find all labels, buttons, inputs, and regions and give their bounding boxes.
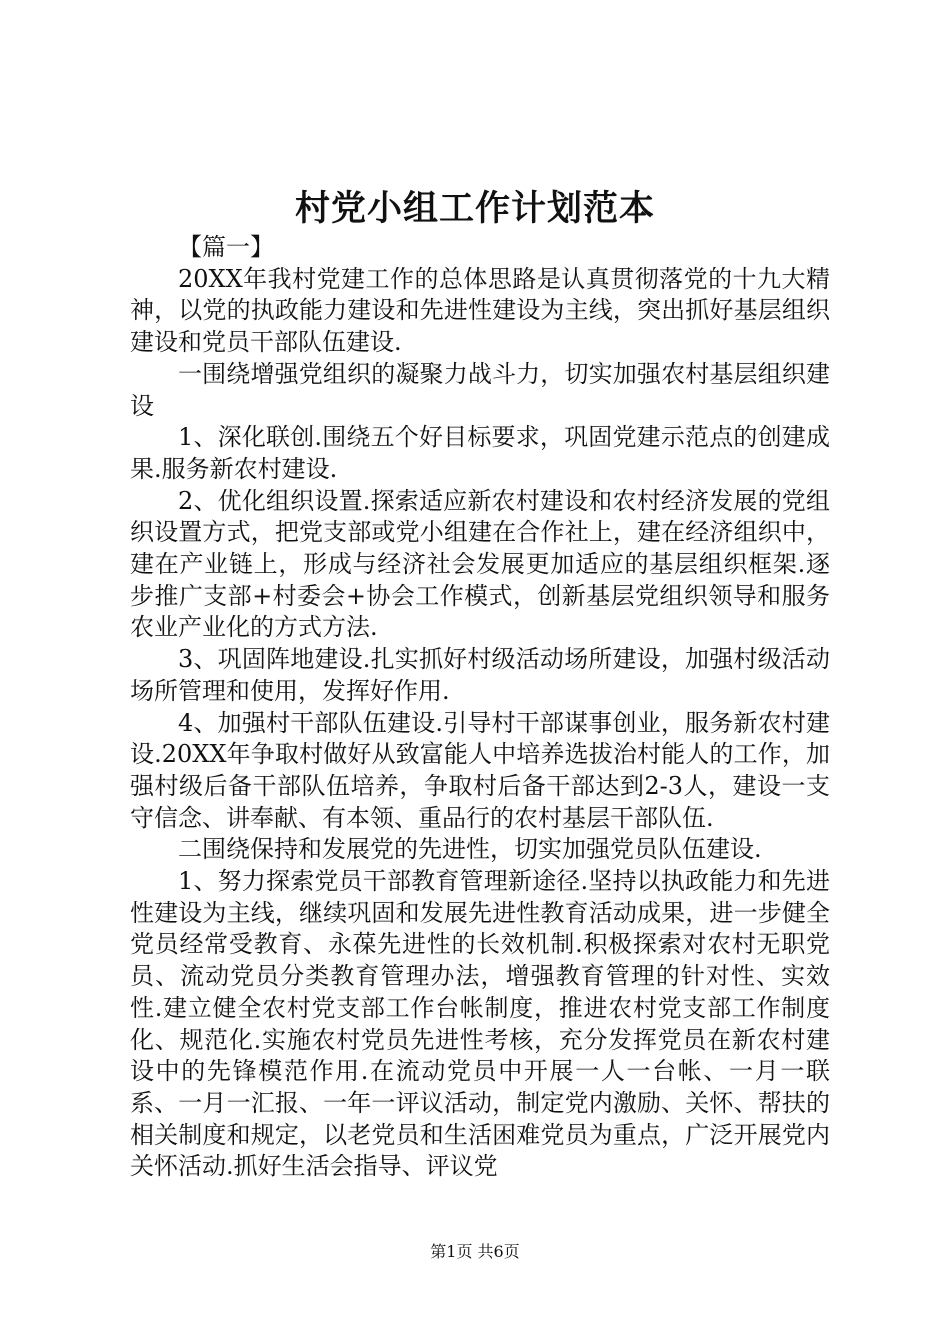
page-footer: 第1页 共6页	[430, 1242, 520, 1261]
paragraph: 二围绕保持和发展党的先进性，切实加强党员队伍建设.	[178, 835, 762, 864]
paragraph: 3、巩固阵地建设.扎实抓好村级活动场所建设，加强村级活动场所管理和使用，发挥好作用.	[130, 645, 830, 705]
paragraph: 20XX年我村党建工作的总体思路是认真贯彻落党的十九大精神，以党的执政能力建设和先进性建设为主线，突出抓好基层组织建设和党员干部队伍建设.	[130, 264, 830, 357]
paragraph: 一围绕增强党组织的凝聚力战斗力，切实加强农村基层组织建设	[130, 359, 830, 420]
paragraph: 2、优化组织设置.探索适应新农村建设和农村经济发展的党组织设置方式，把党支部或党小组建在合作社上，建在经济组织中，建在产业链上，形成与经济社会发展更加适应的基层组织框架.逐步推广支部+村委会+协会工作模式，创新基层党组织领导和服务农业产业化的方式方法.	[130, 486, 830, 642]
paragraph: 1、努力探索党员干部教育管理新途径.坚持以执政能力和先进性建设为主线，继续巩固和发展先进性教育活动成果，进一步健全党员经常受教育、永葆先进性的长效机制.积极探索对农村无职党员、流动党员分类教育管理办法，增强教育管理的针对性、实效性.建立健全农村党支部工作台帐制度，推进农村党支部工作制度化、规范化.实施农村党员先进性考核，充分发挥党员在新农村建设中的先锋模范作用.在流动党员中开展一人一台帐、一月一联系、一月一汇报、一年一评议活动，制定党内激励、关怀、帮扶的相关制度和规定，以老党员和生活困难党员为重点，广泛开展党内关怀活动.抓好生活会指导、评议党	[130, 867, 830, 1181]
section-heading: 【篇一】	[178, 233, 274, 261]
paragraph: 1、深化联创.围绕五个好目标要求，巩固党建示范点的创建成果.服务新农村建设.	[130, 423, 830, 483]
paragraph: 4、加强村干部队伍建设.引导村干部谋事创业，服务新农村建设.20XX年争取村做好从致富能人中培养选拔治村能人的工作，加强村级后备干部队伍培养，争取村后备干部达到2-3人，建设一支守信念、讲奉献、有本领、重品行的农村基层干部队伍.	[130, 708, 830, 832]
document-title: 村党小组工作计划范本	[294, 188, 655, 229]
document-body	[130, 232, 830, 1183]
